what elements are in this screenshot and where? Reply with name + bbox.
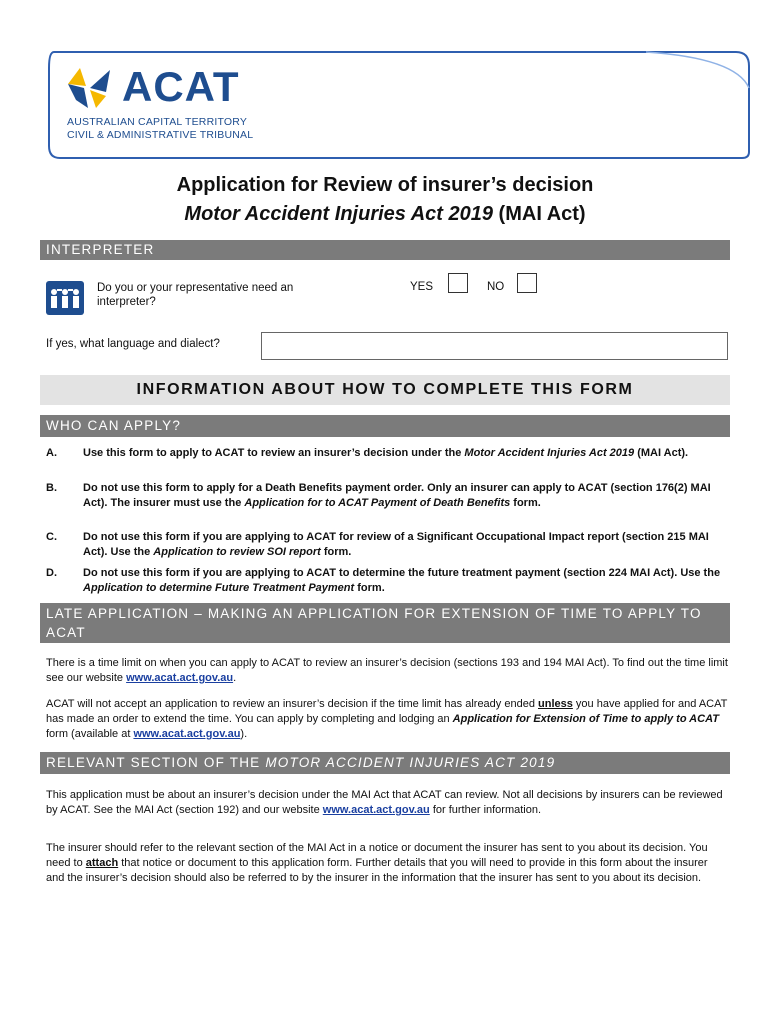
item-text-end: form. (354, 582, 385, 594)
attach-emphasis: attach (85, 857, 119, 869)
language-input[interactable] (261, 332, 728, 360)
item-italic: Application to determine Future Treatment Payment (83, 582, 355, 594)
late-application-paragraph-2: ACAT will not accept an application to review an insurer’s decision if the time limit has already ended unless you have applied for and ACAT has made an order to extend the time. You can apply by completing and lodging an Application for Extension of Time to apply to ACAT form (available at www.acat.act.gov.au). (46, 698, 728, 740)
no-label: NO (487, 281, 505, 293)
acat-website-link[interactable]: www.acat.act.gov.au (322, 804, 430, 816)
language-label: If yes, what language and dialect? (46, 338, 220, 350)
interpreter-icon (46, 281, 84, 315)
form-subtitle (0, 203, 770, 226)
interpreter-question: Do you or your representative need an interpreter? (97, 282, 294, 308)
item-letter: B. (46, 482, 57, 494)
acat-website-link[interactable]: www.acat.act.gov.au (133, 728, 241, 740)
item-italic: Application to review SOI report (153, 546, 321, 558)
item-text-end: (MAI Act). (634, 447, 689, 459)
act-abbrev: (MAI Act) (493, 203, 586, 225)
item-letter: C. (46, 531, 57, 543)
relevant-section-heading: RELEVANT SECTION OF THE MOTOR ACCIDENT INJURIES ACT 2019 (40, 752, 730, 774)
acat-logo-text: ACAT (122, 63, 240, 110)
relevant-section-paragraph-1: This application must be about an insurer’s decision under the MAI Act that ACAT can review. Not all decisions by insurers can be reviewed by ACAT. See the MAI Act (section 192) and our website www.acat.act.gov.au for further information. (46, 789, 723, 816)
act-name: Motor Accident Injuries Act 2019 (184, 203, 493, 225)
acat-website-link[interactable]: www.acat.act.gov.au (126, 672, 234, 684)
org-line-2: CIVIL & ADMINISTRATIVE TRIBUNAL (67, 129, 254, 141)
item-text: Do not use this form to apply for a Death Benefits payment order. Only an insurer can apply to ACAT (section 176(2) MAI Act). The insurer must use the (83, 482, 711, 509)
extension-form-name: Application for Extension of Time to apply to ACAT (452, 713, 719, 725)
organisation-name (67, 116, 253, 142)
item-letter: A. (46, 447, 57, 459)
late-application-paragraph-1: There is a time limit on when you can apply to ACAT to review an insurer’s decision (sections 193 and 194 MAI Act). To find out the time limit see our website www.acat.act.gov.au. (46, 657, 728, 684)
interpreter-heading: INTERPRETER (40, 240, 730, 260)
no-checkbox[interactable] (517, 273, 537, 293)
item-italic: Application for to ACAT Payment of Death Benefits (244, 497, 511, 509)
relevant-section-paragraph-2: The insurer should refer to the relevant section of the MAI Act in a notice or document the insurer has sent to you about its decision. You need to attach that notice or document to this application form. Further details that you will need to provide in this form about the insurer and the insurer’s decision should also be referred to by the insurer in the information that the insurer has sent to you about its decision. (46, 842, 708, 884)
info-heading: INFORMATION ABOUT HOW TO COMPLETE THIS FORM (40, 375, 730, 405)
acat-logo-icon (66, 66, 114, 110)
item-italic: Motor Accident Injuries Act 2019 (464, 447, 635, 459)
late-application-heading: LATE APPLICATION – MAKING AN APPLICATION FOR EXTENSION OF TIME TO APPLY TO ACAT (40, 603, 730, 643)
yes-label: YES (410, 281, 434, 293)
item-letter: D. (46, 567, 57, 579)
item-text: Do not use this form if you are applying to ACAT to determine the future treatment payment (section 224 MAI Act). Use the (83, 567, 721, 579)
item-text-end: form. (320, 546, 352, 558)
item-text: Do not use this form if you are applying to ACAT for review of a Significant Occupational Impact report (section 215 MAI Act). Use the (83, 531, 709, 558)
yes-checkbox[interactable] (448, 273, 468, 293)
item-text: Use this form to apply to ACAT to review an insurer’s decision under the (83, 447, 465, 459)
unless-emphasis: unless (538, 698, 573, 710)
form-title: Application for Review of insurer’s decision (176, 174, 594, 196)
org-line-1: AUSTRALIAN CAPITAL TERRITORY (67, 116, 248, 128)
who-can-apply-heading: WHO CAN APPLY? (40, 415, 730, 437)
item-text-end: form. (510, 497, 541, 509)
